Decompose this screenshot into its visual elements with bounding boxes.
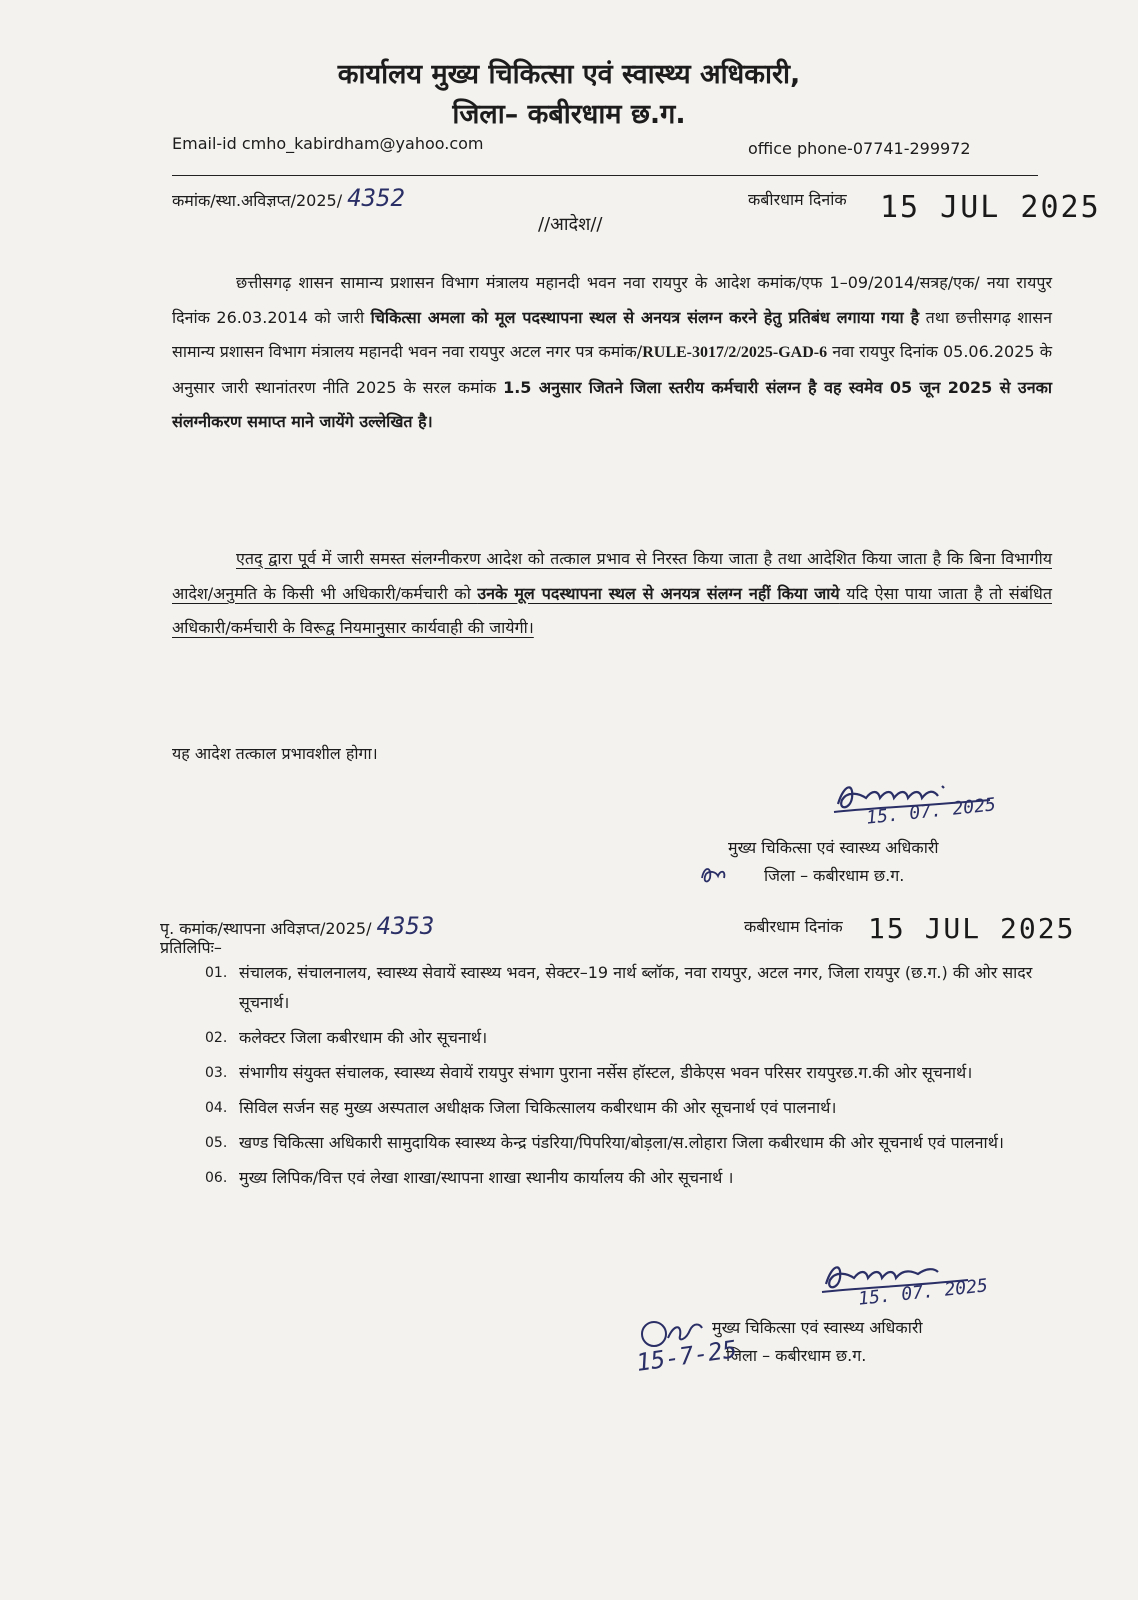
list-item xyxy=(205,1058,1041,1088)
order-paragraph-2 xyxy=(172,542,1052,646)
header-divider xyxy=(172,175,1038,176)
signature-2-date: 15. 07. 2025 xyxy=(857,1275,989,1310)
copy-label: प्रतिलिपिः– xyxy=(160,938,222,957)
order-paragraph-1 xyxy=(172,266,1052,440)
list-item-text: संभागीय संयुक्त संचालक, स्वास्थ्य सेवायें रायपुर संभाग पुराना नर्सेस हॉस्टल, डीकेएस भवन परिसर रायपुरछ.ग.की ओर सूचनार्थ। xyxy=(239,1063,973,1082)
copy-ref-number: 4353 xyxy=(376,912,435,940)
office-title: कार्यालय मुख्य चिकित्सा एवं स्वास्थ्य अधिकारी, xyxy=(337,59,801,90)
list-item xyxy=(205,958,1041,1018)
initials-mark xyxy=(698,864,728,886)
copy-ref-prefix: पृ. कमांक/स्थापना अविज्ञप्त/2025/ xyxy=(160,919,372,938)
list-item-number: 02. xyxy=(205,1030,228,1046)
list-item-number: 01. xyxy=(205,965,228,981)
para1-rule-number: RULE-3017/2/2025-GAD-6 xyxy=(642,344,828,361)
signatory-1-title: मुख्य चिकित्सा एवं स्वास्थ्य अधिकारी xyxy=(728,838,939,857)
copy-place-date-label: कबीरधाम दिनांक xyxy=(744,917,843,936)
list-item-number: 03. xyxy=(205,1065,228,1081)
list-item xyxy=(205,1023,1041,1053)
signature-1-date: 15. 07. 2025 xyxy=(865,794,997,829)
list-item xyxy=(205,1128,1041,1158)
list-item-number: 06. xyxy=(205,1170,228,1186)
district-title: जिला– कबीरधाम छ.ग. xyxy=(452,99,686,130)
effective-line: यह आदेश तत्काल प्रभावशील होगा। xyxy=(172,744,378,763)
copy-list xyxy=(205,958,1041,1198)
para2-text-c: यदि ऐसा पाया जाता है तो संबंधित अधिकारी/कर्मचारी के विरूद्व नियमानुसार कार्यवाही की जायेगी। xyxy=(172,583,1052,637)
para1-text-c: तथा छत्तीसगढ़ शासन सामान्य प्रशासन विभाग मंत्रालय महानदी भवन नवा रायपुर अटल नगर पत्र कमांक/ xyxy=(172,307,1052,361)
order-ref-number: 4352 xyxy=(347,184,405,212)
signatory-2 xyxy=(712,1314,923,1370)
signatory-2-district: जिला – कबीरधाम छ.ग. xyxy=(726,1346,867,1365)
order-place-date-label: कबीरधाम दिनांक xyxy=(748,190,847,209)
list-item-text: खण्ड चिकित्सा अधिकारी सामुदायिक स्वास्थ्य केन्द्र पंडरिया/पिपरिया/बोड़ला/स.लोहारा जिला कबीरधाम की ओर सूचनार्थ एवं पालनार्थ। xyxy=(239,1133,1004,1152)
signatory-2-title: मुख्य चिकित्सा एवं स्वास्थ्य अधिकारी xyxy=(712,1318,923,1337)
list-item-number: 05. xyxy=(205,1135,228,1151)
list-item-text: कलेक्टर जिला कबीरधाम की ओर सूचनार्थ। xyxy=(239,1028,488,1047)
order-date-stamp: 15 JUL 2025 xyxy=(880,190,1101,225)
signatory-1 xyxy=(728,834,939,890)
para2-text-a: एतद् द्वारा पूर्व में जारी समस्त संलग्नीकरण आदेश को तत्काल प्रभाव से निरस्त किया जाता है तथा आदेशित किया जाता है कि बिना विभागीय आदेश/अनुमति के किसी भी अधिकारी/कर्मचारी को xyxy=(172,549,1052,603)
list-item-text: सिविल सर्जन सह मुख्य अस्पताल अधीक्षक जिला चिकित्सालय कबीरधाम की ओर सूचनार्थ एवं पालनार्थ। xyxy=(239,1098,837,1117)
list-item-number: 04. xyxy=(205,1100,228,1116)
para2-text-b: उनके मूल पदस्थापना स्थल से अनयत्र संलग्न नहीं किया जाये xyxy=(477,583,840,603)
para1-text-b: चिकित्सा अमला को मूल पदस्थापना स्थल से अनयत्र संलग्न करने हेतु प्रतिबंध लगाया गया है xyxy=(370,307,920,327)
list-item-text: मुख्य लिपिक/वित्त एवं लेखा शाखा/स्थापना शाखा स्थानीय कार्यालय की ओर सूचनार्थ । xyxy=(239,1168,734,1187)
order-ref xyxy=(172,184,405,212)
phone-line: office phone-07741-299972 xyxy=(748,139,971,158)
list-item xyxy=(205,1163,1041,1193)
email-line: Email-id cmho_kabirdham@yahoo.com xyxy=(172,134,484,153)
para1-text-f: 1.5 अनुसार जितने जिला स्तरीय कर्मचारी संलग्न है वह स्वमेव 05 जून 2025 से उनका संलग्नीकरण समाप्त माने जायेंगे उल्लेखित है। xyxy=(172,377,1053,431)
para1-text-e: नवा रायपुर दिनांक 05.06.2025 के अनुसार जारी स्थानांतरण नीति 2025 के सरल कमांक xyxy=(172,342,1052,397)
initials-date: 15-7-25 xyxy=(634,1335,739,1377)
signatory-1-district: जिला – कबीरधाम छ.ग. xyxy=(764,866,905,885)
para1-text-a: छत्तीसगढ़ शासन सामान्य प्रशासन विभाग मंत्रालय महानदी भवन नवा रायपुर के आदेश कमांक/एफ 1–09/2014/सत्रह/एक/ नया रायपुर दिनांक 26.03.2014 को जारी xyxy=(172,273,1052,327)
list-item-text: संचालक, संचालनालय, स्वास्थ्य सेवायें स्वास्थ्य भवन, सेक्टर–19 नार्थ ब्लॉक, नवा रायपुर, अटल नगर, जिला रायपुर (छ.ग.) की ओर सादर सूचनार्थ। xyxy=(239,963,1033,1012)
order-ref-prefix: कमांक/स्था.अविज्ञप्त/2025/ xyxy=(172,191,343,210)
list-item xyxy=(205,1093,1041,1123)
order-heading: //आदेश// xyxy=(538,214,603,235)
copy-date-stamp: 15 JUL 2025 xyxy=(868,912,1076,945)
